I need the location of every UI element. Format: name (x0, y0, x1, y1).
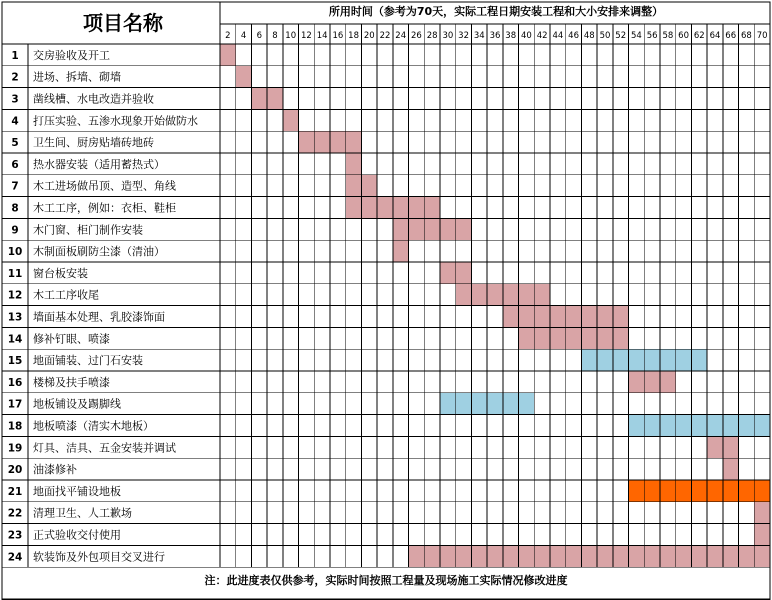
task-name-1: 交房验收及开工 (33, 48, 110, 62)
tick-label-34: 34 (473, 31, 485, 41)
tick-label-20: 20 (363, 31, 375, 41)
row-number-1: 1 (11, 49, 19, 62)
row-number-19: 19 (7, 442, 23, 455)
tick-label-26: 26 (411, 31, 422, 41)
task-name-12: 木工工序收尾 (33, 288, 99, 302)
task-name-22: 清理卫生、人工歉场 (33, 506, 132, 520)
task-name-8: 木工工序，例如：衣柜、鞋柜 (33, 201, 176, 215)
row-number-22: 22 (7, 507, 23, 520)
task-bar-23 (754, 524, 770, 546)
task-name-3: 凿线槽、水电改造并验收 (33, 92, 154, 106)
tick-label-12: 12 (301, 31, 312, 41)
tick-label-54: 54 (631, 31, 642, 41)
task-name-24: 软装饰及外包项目交叉进行 (33, 550, 165, 564)
task-bar-6 (346, 153, 362, 175)
timeline-header: 所用时间（参考为70天，实际工程日期安装工程和大小安排来调整） (328, 5, 664, 18)
task-name-20: 油漆修补 (33, 463, 77, 477)
tick-label-4: 4 (240, 31, 247, 41)
tick-label-60: 60 (678, 31, 689, 41)
tick-label-52: 52 (615, 31, 627, 41)
task-name-23: 正式验收交付使用 (33, 528, 121, 542)
task-name-11: 窗台板安装 (33, 266, 88, 280)
tick-label-28: 28 (426, 31, 438, 41)
row-number-12: 12 (7, 289, 23, 302)
task-bar-10 (393, 240, 409, 262)
tick-label-50: 50 (599, 31, 611, 41)
tick-label-68: 68 (741, 31, 752, 41)
tick-label-10: 10 (285, 31, 297, 41)
task-name-14: 修补钉眼、喷漆 (33, 332, 110, 346)
task-name-5: 卫生间、厨房贴墙砖地砖 (33, 136, 154, 150)
tick-label-46: 46 (568, 31, 579, 41)
task-name-10: 木制面板刷防尘漆（清油） (33, 245, 165, 259)
tick-label-32: 32 (458, 31, 469, 41)
row-number-8: 8 (11, 202, 19, 215)
task-bar-2 (236, 66, 252, 88)
task-bar-9 (393, 218, 472, 240)
row-number-3: 3 (11, 93, 19, 106)
task-bar-14 (519, 327, 629, 349)
row-number-14: 14 (7, 333, 23, 346)
task-name-13: 墙面基本处理、乳胶漆饰面 (33, 310, 165, 324)
tick-label-24: 24 (395, 31, 407, 41)
row-number-20: 20 (7, 464, 23, 477)
row-number-2: 2 (11, 71, 19, 84)
task-name-6: 热水器安装（适用蓄热式） (33, 157, 165, 171)
row-number-21: 21 (7, 485, 23, 498)
row-number-10: 10 (7, 246, 23, 259)
row-number-5: 5 (11, 137, 19, 150)
task-name-21: 地面找平铺设地板 (33, 484, 121, 498)
tick-label-16: 16 (332, 31, 344, 41)
tick-label-18: 18 (348, 31, 359, 41)
tick-label-44: 44 (552, 31, 564, 41)
tick-label-62: 62 (693, 31, 705, 41)
task-bar-16 (629, 371, 676, 393)
chart-title: 项目名称 (83, 11, 163, 35)
task-name-7: 木工进场做吊顶、造型、角线 (33, 179, 176, 193)
task-name-18: 地板喷漆（清实木地板） (33, 419, 154, 433)
tick-label-70: 70 (756, 31, 768, 41)
task-bar-1 (220, 44, 236, 66)
tick-label-6: 6 (256, 31, 262, 41)
row-number-11: 11 (7, 267, 23, 280)
task-name-2: 进场、拆墙、砌墙 (33, 70, 121, 84)
row-number-17: 17 (7, 398, 23, 411)
task-bar-18 (629, 415, 770, 437)
task-name-4: 打压实验、五渗水现象开始做防水 (33, 114, 198, 128)
task-bar-24 (409, 545, 770, 567)
row-number-4: 4 (11, 115, 19, 128)
tick-label-30: 30 (442, 31, 454, 41)
tick-label-40: 40 (521, 31, 532, 41)
task-name-16: 楼梯及扶手喷漆 (33, 375, 110, 389)
tick-label-56: 56 (646, 31, 658, 41)
tick-label-14: 14 (316, 31, 328, 41)
task-bar-20 (723, 458, 739, 480)
footnote: 注：此进度表仅供参考，实际时间按照工程量及现场施工实际情况修改进度 (204, 574, 568, 587)
task-bar-4 (283, 109, 299, 131)
row-number-6: 6 (11, 158, 19, 171)
tick-label-22: 22 (379, 31, 391, 41)
tick-label-36: 36 (489, 31, 501, 41)
tick-label-38: 38 (505, 31, 517, 41)
task-bar-21 (629, 480, 770, 502)
row-number-16: 16 (7, 376, 23, 389)
tick-label-48: 48 (583, 31, 595, 41)
tick-label-58: 58 (662, 31, 674, 41)
task-name-19: 灯具、洁具、五金安装并调试 (33, 441, 176, 455)
row-number-13: 13 (7, 311, 23, 324)
task-name-17: 地板铺设及踢脚线 (33, 397, 121, 411)
task-bar-22 (754, 502, 770, 524)
row-number-7: 7 (11, 180, 19, 193)
tick-label-8: 8 (272, 31, 278, 41)
tick-label-2: 2 (225, 31, 231, 41)
task-name-9: 木门窗、柜门制作安装 (33, 223, 143, 237)
row-number-15: 15 (7, 355, 23, 368)
row-number-23: 23 (7, 529, 23, 542)
task-name-15: 地面铺装、过门石安装 (33, 354, 143, 368)
row-number-24: 24 (7, 551, 23, 564)
tick-label-42: 42 (536, 31, 548, 41)
tick-label-66: 66 (725, 31, 737, 41)
tick-label-64: 64 (709, 31, 721, 41)
row-number-9: 9 (11, 224, 19, 237)
row-number-18: 18 (7, 420, 23, 433)
